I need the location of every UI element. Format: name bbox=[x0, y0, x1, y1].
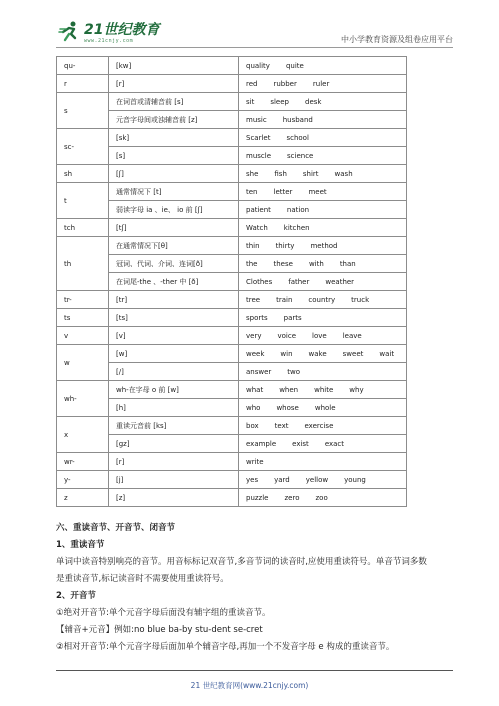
pronunciation-cell: 通常情况下 [t] bbox=[109, 183, 239, 201]
examples-cell bbox=[239, 345, 407, 363]
example-word: meet bbox=[308, 187, 327, 196]
example-word: with bbox=[308, 259, 324, 268]
pronunciation-cell: [tr] bbox=[109, 291, 239, 309]
examples-cell bbox=[239, 453, 407, 471]
example-word: patient bbox=[246, 205, 271, 214]
example-word: truck bbox=[351, 295, 370, 304]
example-word: father bbox=[288, 277, 310, 286]
example-word: science bbox=[287, 151, 314, 160]
letter-cell: wh- bbox=[57, 381, 109, 417]
header-divider bbox=[56, 47, 453, 48]
example-word: parts bbox=[283, 313, 302, 322]
example-word: muscle bbox=[246, 151, 272, 160]
example-word: she bbox=[246, 169, 259, 178]
example-word: quite bbox=[285, 61, 304, 70]
example-word: method bbox=[310, 241, 338, 250]
table-row bbox=[57, 453, 407, 471]
letter-cell: ts bbox=[57, 309, 109, 327]
table-row bbox=[57, 237, 407, 255]
pronunciation-cell: [ts] bbox=[109, 309, 239, 327]
letter-cell: t bbox=[57, 183, 109, 219]
example-word: tree bbox=[246, 295, 261, 304]
table-row bbox=[57, 201, 407, 219]
table-row bbox=[57, 111, 407, 129]
pronunciation-cell: 冠词、代词、介词、连词[ð] bbox=[109, 255, 239, 273]
example-word: weather bbox=[325, 277, 355, 286]
examples-cell bbox=[239, 399, 407, 417]
example-word: what bbox=[246, 385, 264, 394]
letter-cell: y- bbox=[57, 471, 109, 489]
example-word: voice bbox=[277, 331, 297, 340]
example-word: zoo bbox=[315, 493, 328, 502]
example-word: who bbox=[246, 403, 261, 412]
example-word: these bbox=[273, 259, 293, 268]
example-word: young bbox=[344, 475, 366, 484]
example-word: exist bbox=[292, 439, 309, 448]
example-word: wake bbox=[308, 349, 327, 358]
example-word: white bbox=[314, 385, 334, 394]
example-word: exact bbox=[324, 439, 345, 448]
example-word: train bbox=[276, 295, 293, 304]
table-row bbox=[57, 291, 407, 309]
examples-cell bbox=[239, 147, 407, 165]
platform-title: 中小学教育资源及组卷应用平台 bbox=[341, 35, 453, 44]
example-word: sit bbox=[246, 97, 255, 106]
examples-cell bbox=[239, 291, 407, 309]
subsection-stressed: 1、重读音节 bbox=[56, 540, 105, 550]
examples-cell bbox=[239, 129, 407, 147]
paragraph-line: 单词中读音特别响亮的音节。用音标标记双音节,多音节词的读音时,应使用重读符号。单音节词多数 bbox=[56, 557, 427, 567]
example-word: yellow bbox=[305, 475, 329, 484]
table-row bbox=[57, 147, 407, 165]
example-word: yard bbox=[274, 475, 290, 484]
table-row bbox=[57, 327, 407, 345]
example-word: school bbox=[286, 133, 309, 142]
footer-link[interactable]: 21 世纪教育网(www.21cnjy.com) bbox=[190, 681, 309, 690]
examples-cell bbox=[239, 165, 407, 183]
pronunciation-cell: [j] bbox=[109, 471, 239, 489]
table-row bbox=[57, 183, 407, 201]
letter-cell: tch bbox=[57, 219, 109, 237]
table-row bbox=[57, 381, 407, 399]
examples-cell bbox=[239, 417, 407, 435]
table-row bbox=[57, 309, 407, 327]
examples-cell bbox=[239, 57, 407, 75]
example-word: rubber bbox=[273, 79, 297, 88]
pronunciation-cell: [r] bbox=[109, 453, 239, 471]
example-word: country bbox=[308, 295, 336, 304]
table-row bbox=[57, 489, 407, 507]
example-word: wash bbox=[334, 169, 353, 178]
footer-divider bbox=[56, 670, 453, 671]
example-word: kitchen bbox=[283, 223, 310, 232]
example-word: puzzle bbox=[246, 493, 269, 502]
table-row bbox=[57, 345, 407, 363]
pronunciation-cell: [gz] bbox=[109, 435, 239, 453]
pronunciation-cell: 重读元音前 [ks] bbox=[109, 417, 239, 435]
examples-cell bbox=[239, 255, 407, 273]
pronunciation-cell: [w] bbox=[109, 345, 239, 363]
example-word: fish bbox=[274, 169, 287, 178]
example-word: leave bbox=[342, 331, 362, 340]
letter-cell: th bbox=[57, 237, 109, 291]
pronunciation-cell: 元音字母间或浊辅音前 [z] bbox=[109, 111, 239, 129]
section-title: 六、重读音节、开音节、闭音节 bbox=[56, 523, 176, 533]
letter-cell: z bbox=[57, 489, 109, 507]
example-word: sweet bbox=[342, 349, 364, 358]
table-row bbox=[57, 129, 407, 147]
example-word: week bbox=[246, 349, 265, 358]
letter-cell: wr- bbox=[57, 453, 109, 471]
example-word: ruler bbox=[312, 79, 330, 88]
pronunciation-cell: [h] bbox=[109, 399, 239, 417]
letter-cell: v bbox=[57, 327, 109, 345]
examples-cell bbox=[239, 201, 407, 219]
table-row bbox=[57, 165, 407, 183]
site-logo[interactable] bbox=[58, 18, 159, 44]
pronunciation-cell: [s] bbox=[109, 147, 239, 165]
letter-cell: tr- bbox=[57, 291, 109, 309]
example-word: thirty bbox=[275, 241, 295, 250]
pronunciation-cell: [sk] bbox=[109, 129, 239, 147]
example-word: write bbox=[246, 457, 264, 466]
page-header bbox=[0, 0, 499, 50]
table-row bbox=[57, 399, 407, 417]
table-row bbox=[57, 435, 407, 453]
example-word: Clothes bbox=[246, 277, 273, 286]
examples-cell bbox=[239, 183, 407, 201]
pronunciation-cell: [z] bbox=[109, 489, 239, 507]
example-word: Watch bbox=[246, 223, 268, 232]
examples-cell bbox=[239, 75, 407, 93]
examples-cell bbox=[239, 435, 407, 453]
pronunciation-cell: [/] bbox=[109, 363, 239, 381]
letter-cell: w bbox=[57, 345, 109, 381]
table-row bbox=[57, 471, 407, 489]
example-word: shirt bbox=[302, 169, 319, 178]
runner-logo-icon bbox=[58, 20, 82, 44]
example-word: when bbox=[279, 385, 299, 394]
paragraph-line: 是重读音节,标记读音时不需要使用重读符号。 bbox=[56, 574, 229, 584]
logo-url-text: www.21cnjy.com bbox=[84, 38, 134, 44]
subsection-open: 2、开音节 bbox=[56, 591, 96, 601]
example-word: Scarlet bbox=[246, 133, 271, 142]
paragraph-line: 【辅音+元音】例如:no blue ba-by stu-dent se-cret bbox=[56, 625, 263, 635]
logo-main-text: 21世纪教育 bbox=[84, 22, 160, 38]
example-word: quality bbox=[246, 61, 270, 70]
paragraph-line: ①绝对开音节:单个元音字母后面没有辅字组的重读音节。 bbox=[56, 608, 271, 618]
pronunciation-cell: [kw] bbox=[109, 57, 239, 75]
letter-cell: sc- bbox=[57, 129, 109, 165]
letter-cell: s bbox=[57, 93, 109, 129]
pronunciation-cell: 在词尾-the 、-ther 中 [ð] bbox=[109, 273, 239, 291]
letter-cell: qu- bbox=[57, 57, 109, 75]
table-row bbox=[57, 273, 407, 291]
letter-cell: sh bbox=[57, 165, 109, 183]
example-word: very bbox=[246, 331, 262, 340]
letter-cell: x bbox=[57, 417, 109, 453]
example-word: whose bbox=[276, 403, 299, 412]
examples-cell bbox=[239, 381, 407, 399]
table-row bbox=[57, 75, 407, 93]
example-word: ten bbox=[246, 187, 258, 196]
example-word: two bbox=[287, 367, 301, 376]
example-word: box bbox=[246, 421, 259, 430]
example-word: love bbox=[312, 331, 327, 340]
pronunciation-cell: [r] bbox=[109, 75, 239, 93]
examples-cell bbox=[239, 93, 407, 111]
table-row bbox=[57, 255, 407, 273]
pronunciation-cell: [tʃ] bbox=[109, 219, 239, 237]
example-word: yes bbox=[246, 475, 259, 484]
example-word: red bbox=[246, 79, 258, 88]
table-row bbox=[57, 219, 407, 237]
example-word: example bbox=[246, 439, 277, 448]
example-word: the bbox=[246, 259, 258, 268]
example-word: answer bbox=[246, 367, 272, 376]
examples-cell bbox=[239, 363, 407, 381]
paragraph-line: ②相对开音节:单个元音字母后面加单个辅音字母,再加一个不发音字母 e 构成的重读音节。 bbox=[56, 642, 395, 652]
example-word: why bbox=[349, 385, 364, 394]
table-row bbox=[57, 417, 407, 435]
example-word: whole bbox=[314, 403, 336, 412]
examples-cell bbox=[239, 489, 407, 507]
examples-cell bbox=[239, 309, 407, 327]
example-word: exercise bbox=[304, 421, 334, 430]
pronunciation-cell: [ʃ] bbox=[109, 165, 239, 183]
example-word: music bbox=[246, 115, 267, 124]
example-word: zero bbox=[284, 493, 300, 502]
pronunciation-cell: 在词首或清辅音前 [s] bbox=[109, 93, 239, 111]
example-word: wait bbox=[379, 349, 395, 358]
examples-cell bbox=[239, 111, 407, 129]
example-word: desk bbox=[305, 97, 322, 106]
phonics-table bbox=[56, 56, 407, 507]
pronunciation-cell: wh-在字母 o 前 [w] bbox=[109, 381, 239, 399]
examples-cell bbox=[239, 219, 407, 237]
example-word: letter bbox=[273, 187, 293, 196]
examples-cell bbox=[239, 237, 407, 255]
example-word: win bbox=[280, 349, 293, 358]
letter-cell: r bbox=[57, 75, 109, 93]
example-word: than bbox=[339, 259, 356, 268]
table-row bbox=[57, 93, 407, 111]
pronunciation-cell: 弱读字母 ia 、ie、 io 前 [ʃ] bbox=[109, 201, 239, 219]
examples-cell bbox=[239, 327, 407, 345]
example-word: nation bbox=[286, 205, 310, 214]
example-word: text bbox=[274, 421, 289, 430]
examples-cell bbox=[239, 471, 407, 489]
pronunciation-cell: [v] bbox=[109, 327, 239, 345]
table-row bbox=[57, 363, 407, 381]
pronunciation-cell: 在通常情况下[θ] bbox=[109, 237, 239, 255]
example-word: thin bbox=[246, 241, 260, 250]
examples-cell bbox=[239, 273, 407, 291]
table-row bbox=[57, 57, 407, 75]
example-word: husband bbox=[282, 115, 313, 124]
example-word: sports bbox=[246, 313, 268, 322]
example-word: sleep bbox=[270, 97, 289, 106]
